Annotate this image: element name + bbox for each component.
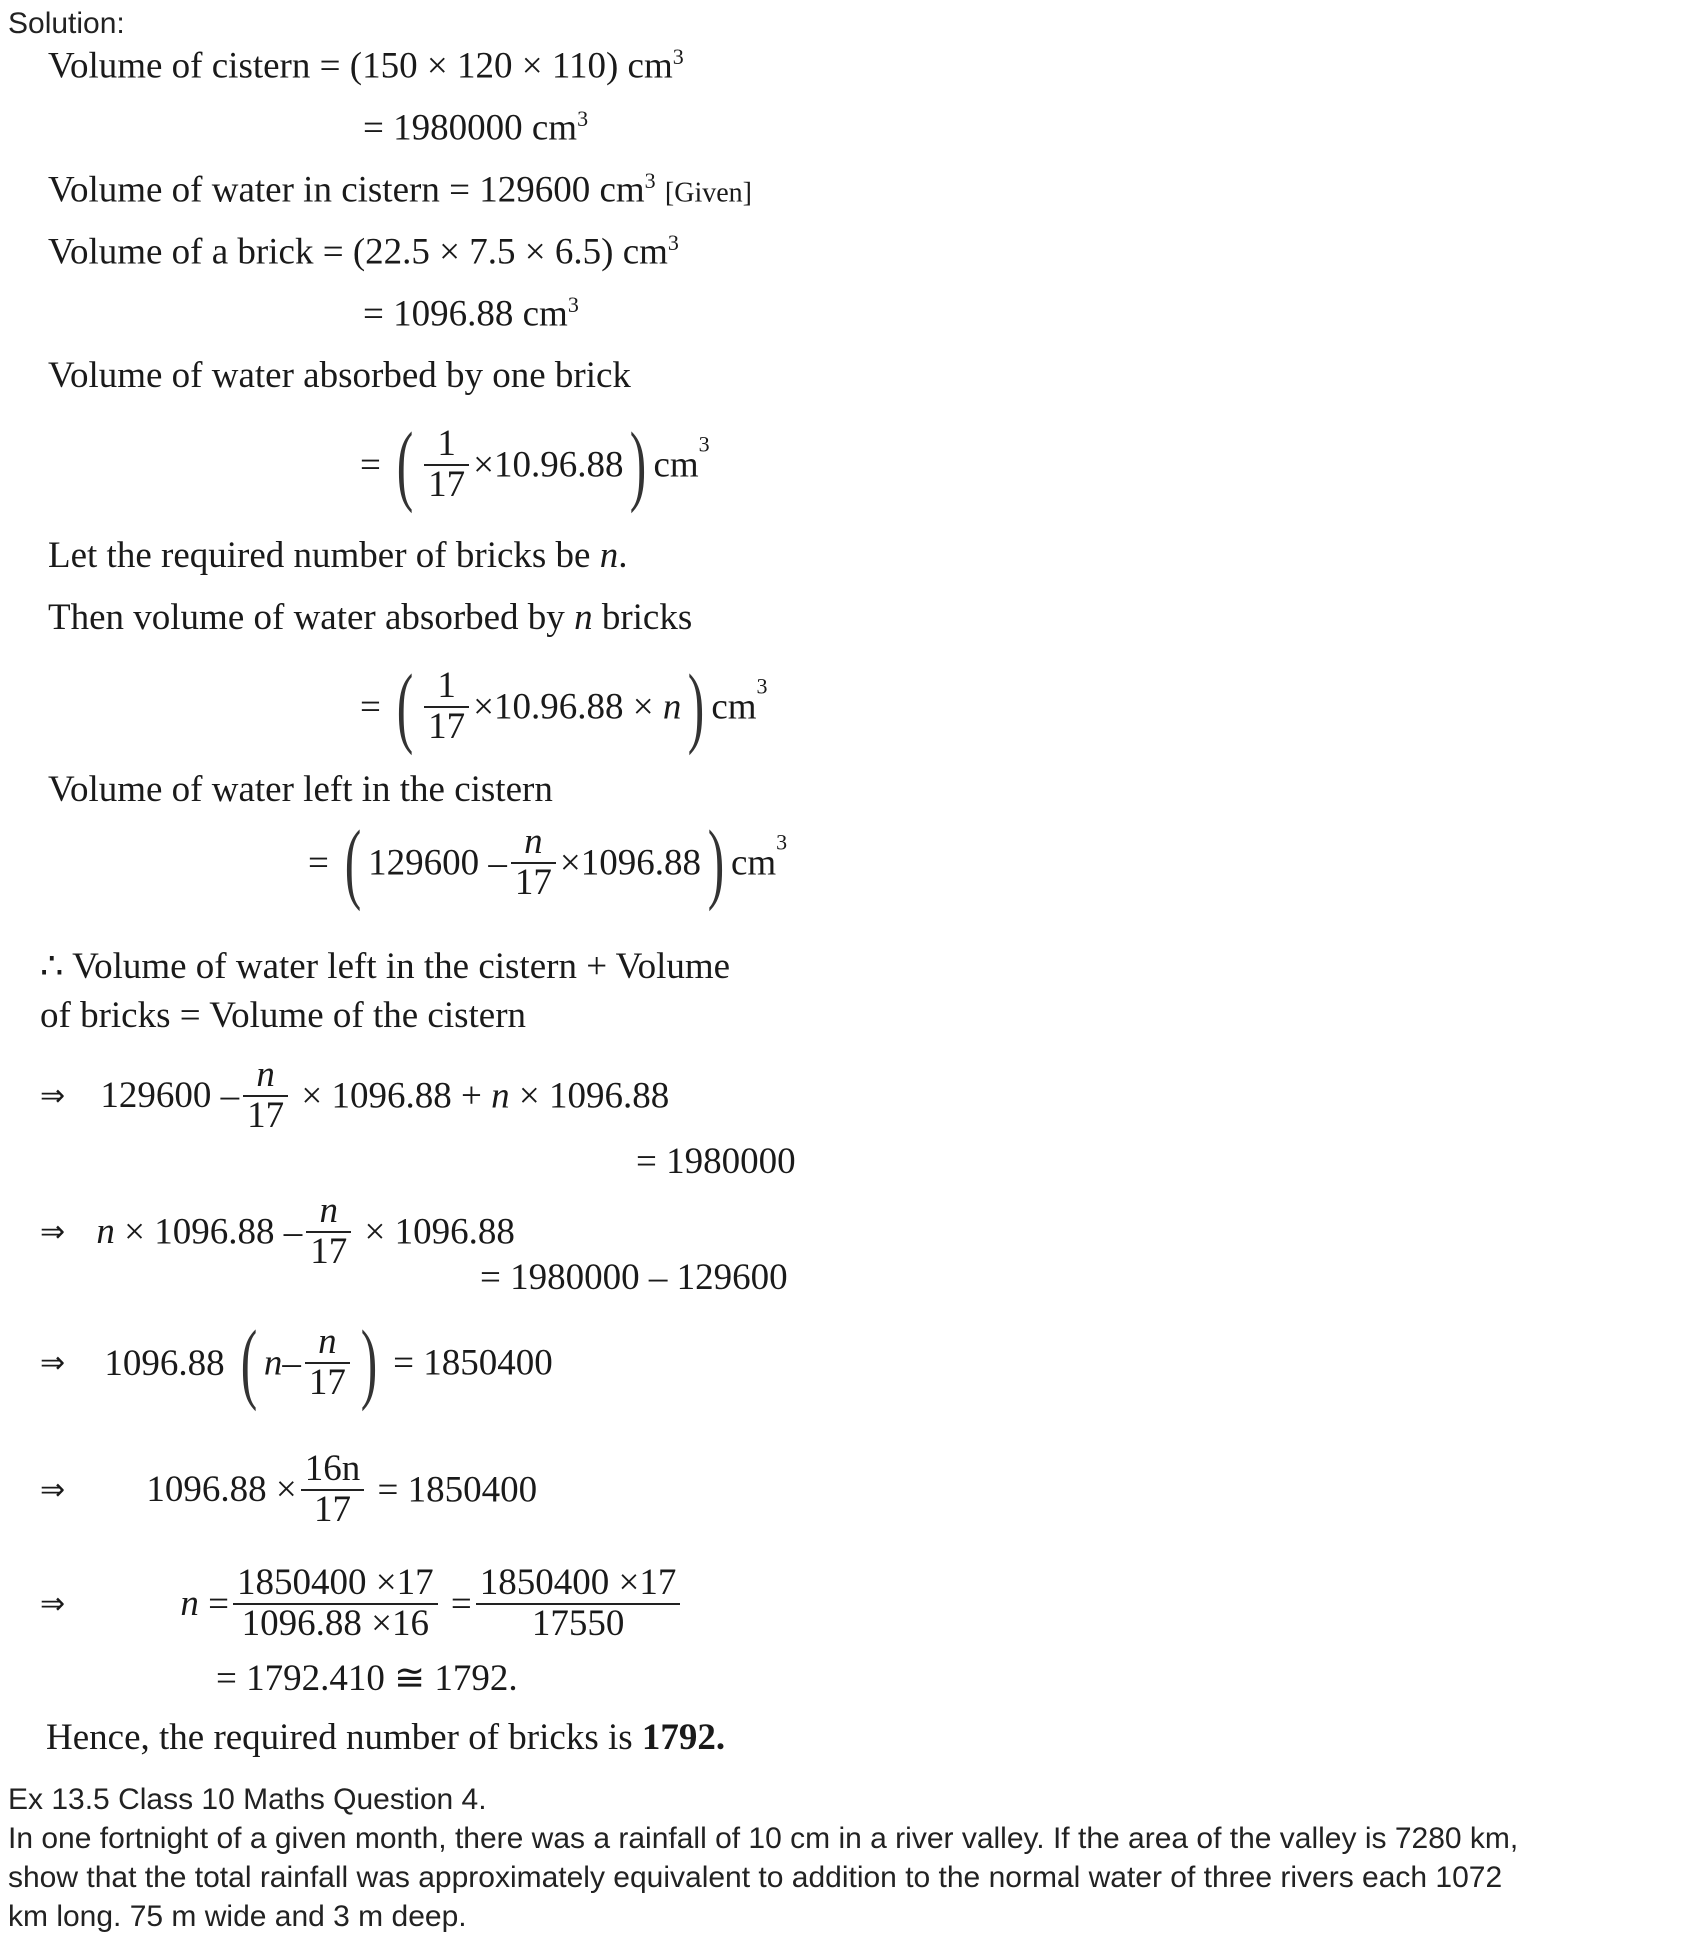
question-body-line-1: In one fortnight of a given month, there was a rainfall of 10 cm in a river valley. If the area of the valley is 7280 km, — [8, 1822, 1519, 1855]
numerator: 1 — [437, 423, 456, 465]
denominator: 17 — [305, 1362, 350, 1403]
equals: = — [449, 169, 470, 211]
minus: – — [282, 1342, 301, 1384]
period: . — [618, 535, 628, 576]
line-volume-water — [48, 168, 752, 211]
fraction — [511, 823, 556, 903]
left-paren: ( — [240, 1313, 258, 1412]
unit: cm — [730, 842, 777, 884]
question-title: Ex 13.5 Class 10 Maths Question 4. — [8, 1783, 487, 1816]
expression: 1980000 cm — [393, 107, 578, 149]
line-implies-3 — [40, 1313, 553, 1412]
text: Let the required number of bricks be — [48, 535, 600, 576]
exponent: 3 — [644, 168, 656, 193]
right-paren: ) — [707, 813, 725, 912]
denominator: 17 — [511, 862, 556, 903]
variable-n: n — [96, 1211, 115, 1253]
line-volume-cistern — [48, 44, 684, 87]
expression: 1096.88 cm — [393, 293, 568, 335]
fraction — [424, 667, 469, 747]
denominator: 17 — [424, 706, 469, 747]
numerator: n — [319, 1190, 339, 1231]
prefix: 1096.88 — [104, 1342, 225, 1384]
denominator: 17 — [301, 1489, 365, 1530]
prefix: × 1096.88 – — [124, 1211, 303, 1253]
exponent: 3 — [577, 106, 589, 131]
fraction — [306, 1192, 351, 1272]
line-implies-4 — [40, 1450, 537, 1530]
suffix: × 1096.88 — [518, 1075, 670, 1117]
numerator: n — [524, 821, 543, 863]
fraction-2 — [476, 1564, 681, 1644]
exponent: 3 — [672, 44, 684, 69]
exponent: 3 — [698, 431, 710, 457]
exponent: 3 — [567, 292, 579, 317]
implies-icon: ⇒ — [40, 1078, 66, 1114]
denominator: 17 — [243, 1095, 288, 1136]
variable-n: n — [574, 597, 593, 638]
fraction — [243, 1056, 288, 1136]
numerator: 1 — [437, 665, 456, 707]
exponent: 3 — [776, 829, 788, 855]
expression: ×1096.88 — [559, 842, 701, 884]
line-absorbed-one: Volume of water absorbed by one brick — [48, 355, 631, 396]
line-let-n — [48, 534, 627, 577]
line-absorbed-n-expr — [360, 657, 768, 756]
line-therefore: ∴ Volume of water left in the cistern + Volume — [40, 946, 731, 987]
implies-icon: ⇒ — [40, 1472, 66, 1508]
equals-2: = — [450, 1583, 472, 1625]
expression: ×10.96.88 × — [473, 686, 654, 728]
text-end: bricks — [592, 597, 693, 638]
equals: = — [360, 444, 381, 486]
text: Hence, the required number of bricks is — [46, 1717, 642, 1758]
denominator: 17 — [306, 1231, 351, 1272]
equals: = — [319, 45, 341, 87]
line-of-bricks: of bricks = Volume of the cistern — [40, 995, 527, 1036]
given-note: [Given] — [664, 177, 752, 209]
numerator-1: 1850400 ×17 — [237, 1562, 434, 1603]
left-paren: ( — [344, 813, 362, 912]
prefix: 129600 – — [100, 1075, 240, 1117]
denominator-2: 17550 — [476, 1603, 681, 1644]
label: Volume of water in cistern — [48, 169, 440, 211]
line-implies-1 — [40, 1056, 669, 1136]
numerator-2: 1850400 ×17 — [479, 1562, 677, 1603]
label: Volume of cistern — [48, 45, 311, 87]
right-paren: ) — [630, 415, 647, 514]
left-paren: ( — [396, 415, 414, 514]
denominator-1: 1096.88 ×16 — [233, 1603, 438, 1644]
line-implies-5 — [40, 1564, 684, 1644]
variable-n: n — [263, 1342, 283, 1384]
unit: cm — [711, 686, 757, 728]
suffix: = 1850400 — [377, 1469, 538, 1511]
implies-icon: ⇒ — [40, 1345, 66, 1381]
line-result-difference: = 1980000 – 129600 — [480, 1257, 788, 1298]
fraction — [301, 1450, 365, 1530]
line-absorbed-one-expr — [360, 415, 710, 514]
text: Then volume of water absorbed by — [48, 597, 575, 638]
numerator: n — [256, 1054, 275, 1095]
numerator: n — [318, 1321, 337, 1363]
right-paren: ) — [688, 657, 705, 756]
line-volume-brick-result — [363, 292, 579, 335]
numerator: 16n — [304, 1448, 361, 1489]
suffix: × 1096.88 — [364, 1211, 515, 1253]
expression: ×10.96.88 — [473, 444, 624, 486]
fraction — [305, 1323, 350, 1403]
prefix: 129600 – — [368, 842, 507, 884]
variable-n: n — [599, 535, 619, 576]
question-body-line-2: show that the total rainfall was approximately equivalent to addition to the normal water of three rivers each 1072 — [8, 1861, 1503, 1894]
line-water-left: Volume of water left in the cistern — [48, 769, 553, 810]
right-paren: ) — [360, 1313, 378, 1412]
suffix: = 1850400 — [393, 1342, 553, 1384]
label: Volume of a brick — [48, 231, 314, 273]
line-volume-cistern-result — [363, 106, 588, 149]
equals: = — [363, 293, 384, 335]
line-water-left-expr — [308, 813, 788, 912]
conclusion — [46, 1716, 725, 1759]
expression: (22.5 × 7.5 × 6.5) cm — [352, 231, 668, 273]
equals: = — [363, 107, 384, 149]
exponent: 3 — [756, 673, 768, 699]
variable-n: n — [662, 686, 682, 728]
answer: 1792. — [641, 1717, 726, 1758]
implies-icon: ⇒ — [40, 1214, 66, 1250]
equals: = — [308, 842, 329, 884]
middle: × 1096.88 + — [301, 1075, 482, 1117]
line-volume-brick — [48, 230, 679, 273]
line-implies-2 — [40, 1192, 515, 1272]
equals: = — [322, 231, 344, 273]
fraction-1 — [233, 1564, 438, 1644]
prefix: 1096.88 × — [146, 1469, 297, 1511]
question-body-line-3: km long. 75 m wide and 3 m deep. — [8, 1900, 467, 1933]
line-result-1980000: = 1980000 — [636, 1141, 796, 1182]
equals: = — [360, 686, 381, 728]
fraction — [424, 425, 469, 505]
variable-n: n — [491, 1075, 510, 1117]
line-final-value: = 1792.410 ≅ 1792. — [216, 1658, 518, 1699]
unit: cm — [653, 444, 699, 486]
solution-heading: Solution: — [8, 7, 125, 40]
variable-n: n — [180, 1583, 199, 1625]
left-paren: ( — [396, 657, 414, 756]
denominator: 17 — [424, 464, 469, 505]
line-absorbed-n — [48, 596, 692, 639]
expression: 129600 cm — [479, 169, 645, 211]
implies-icon: ⇒ — [40, 1586, 66, 1622]
exponent: 3 — [667, 230, 679, 255]
expression: (150 × 120 × 110) cm — [349, 45, 673, 87]
equals: = — [208, 1583, 230, 1625]
